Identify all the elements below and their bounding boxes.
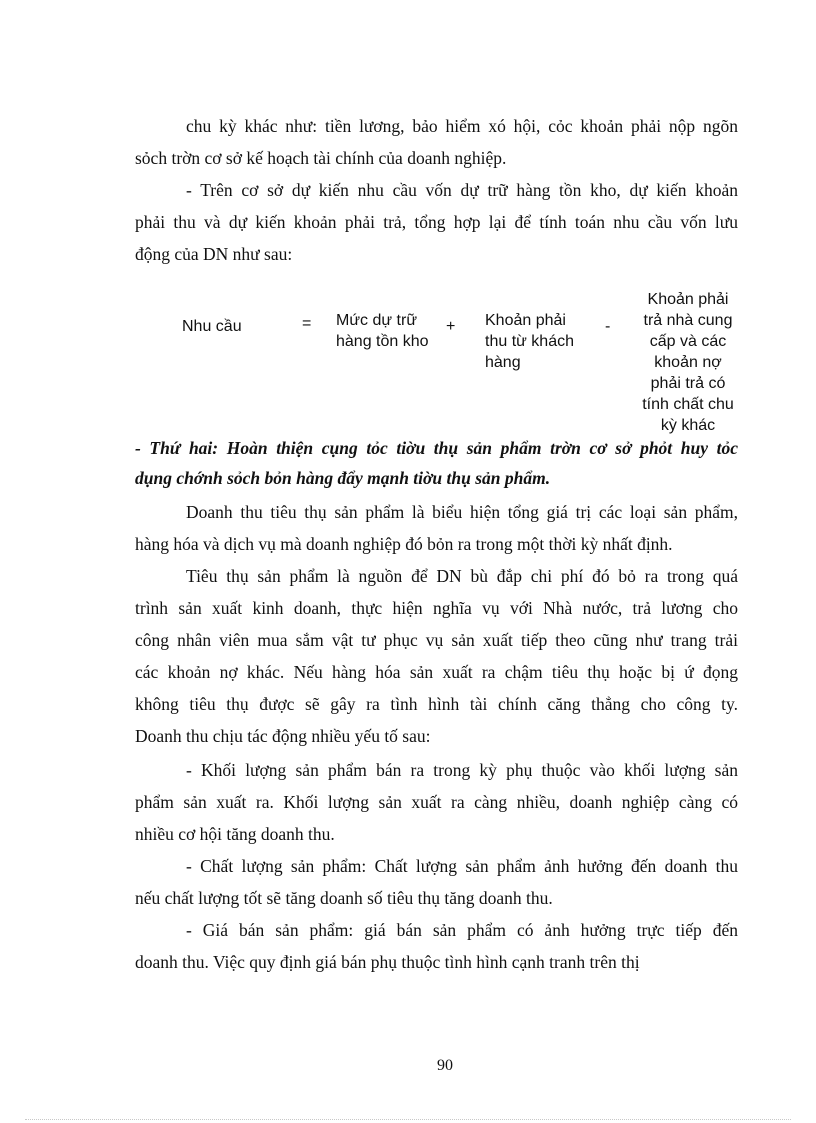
formula-lhs: Nhu cầu: [182, 318, 242, 335]
text-line: sỏch trờn cơ sở kế hoạch tài chính của doanh nghiệp.: [135, 148, 507, 168]
formula-term-payables: Khoản phải trả nhà cung cấp và các khoản nợ phải trả có tính chất chu kỳ khác: [642, 291, 734, 434]
page-number: 90: [437, 1057, 453, 1074]
text-line: hàng hóa và dịch vụ mà doanh nghiệp đó bỏn ra trong một thời kỳ nhất định.: [135, 534, 673, 554]
formula-minus: -: [605, 318, 611, 335]
formula-term-inventory: Mức dự trữ hàng tồn kho: [336, 312, 429, 350]
text-line: Doanh thu chịu tác động nhiều yếu tố sau:: [135, 726, 431, 746]
formula-equals: =: [302, 315, 312, 332]
text-line: - Trên cơ sở dự kiến nhu cầu vốn dự trữ hàng tồn kho, dự kiến khoản: [186, 180, 738, 200]
text-line: nhiều cơ hội tăng doanh thu.: [135, 824, 335, 844]
text-line: Tiêu thụ sản phẩm là nguồn để DN bù đắp chi phí đó bỏ ra trong quá: [186, 566, 738, 586]
text-line: chu kỳ khác như: tiền lương, bảo hiểm xó hội, cỏc khoản phải nộp ngõn: [186, 116, 738, 136]
text-line: - Giá bán sản phẩm: giá bán sản phẩm có ảnh hưởng trực tiếp đến: [186, 920, 738, 940]
formula-term-receivables: Khoản phải thu từ khách hàng: [485, 312, 574, 371]
text-line: động của DN như sau:: [135, 244, 293, 264]
formula-plus: +: [446, 318, 456, 335]
text-line: công nhân viên mua sắm vật tư phục vụ sản xuất tiếp theo cũng như trang trải: [135, 630, 738, 650]
footer-divider: [25, 1119, 791, 1120]
text-line: Doanh thu tiêu thụ sản phẩm là biểu hiện tổng giá trị các loại sản phẩm,: [186, 502, 738, 522]
text-line: không tiêu thụ được sẽ gây ra tình hình tài chính căng thẳng cho công ty.: [135, 694, 738, 714]
text-line: phải thu và dự kiến khoản phải trả, tổng hợp lại để tính toán nhu cầu vốn lưu: [135, 212, 738, 232]
section-heading: - Thứ hai: Hoàn thiện cụng tỏc tiờu thụ sản phẩm trờn cơ sở phỏt huy tỏc: [135, 438, 738, 458]
text-line: doanh thu. Việc quy định giá bán phụ thuộc tình hình cạnh tranh trên thị: [135, 952, 640, 972]
text-line: phẩm sản xuất ra. Khối lượng sản xuất ra càng nhiều, doanh nghiệp càng có: [135, 792, 738, 812]
text-line: - Chất lượng sản phẩm: Chất lượng sản phẩm ảnh hưởng đến doanh thu: [186, 856, 738, 876]
text-line: nếu chất lượng tốt sẽ tăng doanh số tiêu thụ tăng doanh thu.: [135, 888, 553, 908]
text-line: trình sản xuất kinh doanh, thực hiện nghĩa vụ với Nhà nước, trả lương cho: [135, 598, 738, 618]
text-line: các khoản nợ khác. Nếu hàng hóa sản xuất ra chậm tiêu thụ hoặc bị ứ đọng: [135, 662, 738, 682]
text-line: - Khối lượng sản phẩm bán ra trong kỳ phụ thuộc vào khối lượng sản: [186, 760, 738, 780]
section-heading: dụng chớnh sỏch bỏn hàng đẩy mạnh tiờu thụ sản phẩm.: [135, 468, 551, 488]
